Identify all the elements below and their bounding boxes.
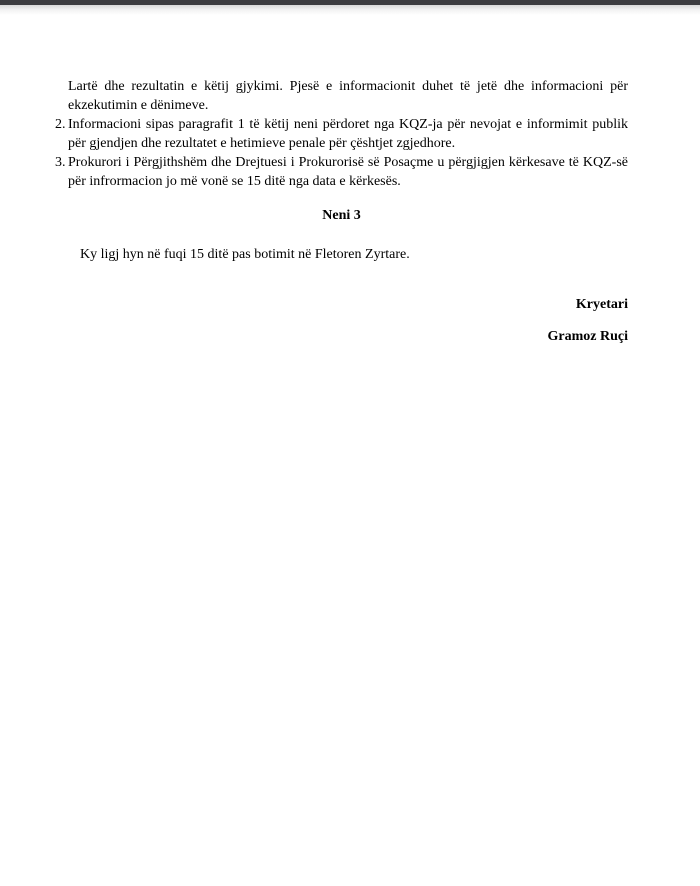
list-item-number: 3. [55, 155, 66, 170]
signature-name: Gramoz Ruçi [547, 329, 628, 344]
signature-block [55, 295, 628, 346]
signature-title: Kryetari [575, 297, 628, 312]
numbered-list [55, 77, 628, 191]
list-item-text: Lartë dhe rezultatin e këtij gjykimi. Pjesë e informacionit duhet të jetë dhe informacioni për ekzekutimin e dënimeve. [68, 79, 628, 113]
article-heading: Neni 3 [322, 208, 361, 223]
list-item-number: 2. [55, 117, 66, 132]
list-item [55, 153, 628, 191]
document-page [0, 15, 700, 346]
list-item-text: Informacioni sipas paragrafit 1 të këtij neni përdoret nga KQZ-ja për nevojat e informimit publik për gjendjen dhe rezultatet e hetimieve penale për çështjet zgjedhore. [68, 117, 628, 151]
list-item-text: Prokurori i Përgjithshëm dhe Drejtuesi i Prokurorisë së Posaçme u përgjigjen kërkesave të KQZ-së për infrormacion jo më vonë se 15 ditë nga data e kërkesës. [68, 155, 628, 189]
list-item [55, 77, 628, 115]
list-item [55, 115, 628, 153]
entry-into-force-paragraph: Ky ligj hyn në fuqi 15 ditë pas botimit në Fletoren Zyrtare. [80, 247, 410, 262]
top-bar-shadow [0, 5, 700, 15]
